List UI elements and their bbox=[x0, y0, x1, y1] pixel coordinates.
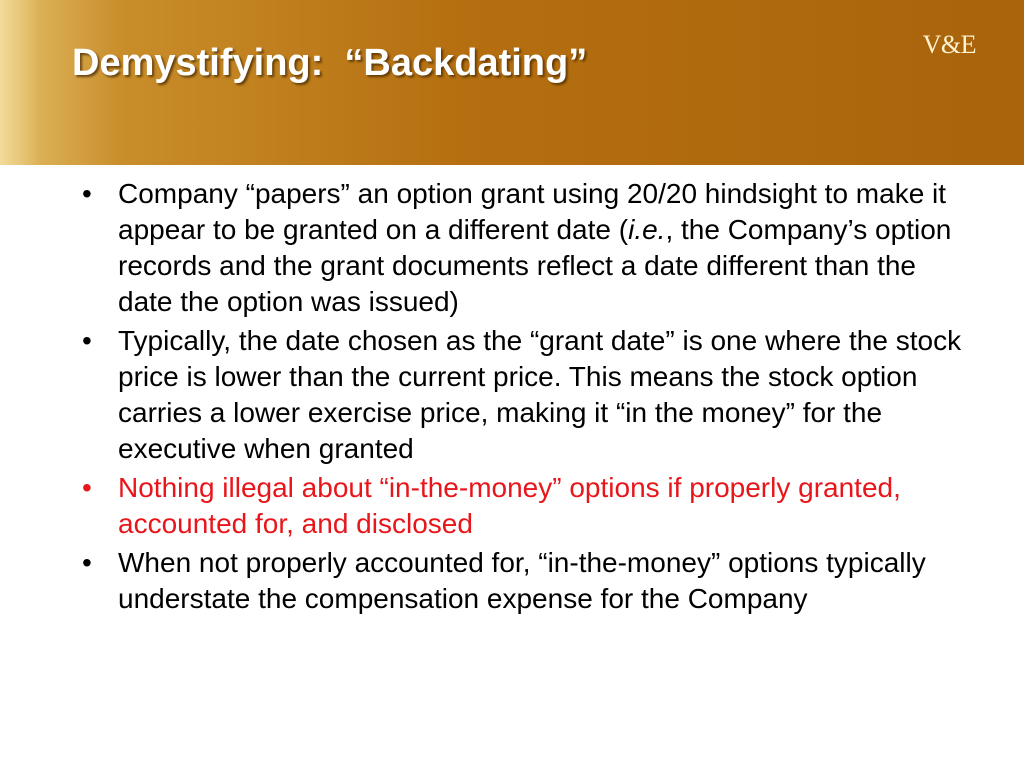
bullet-item-backdating-definition bbox=[82, 176, 962, 320]
bullet-marker: • bbox=[82, 325, 92, 356]
bullet-text: Typically, the date chosen as the “grant date” is one where the stock price is lower than the current price. This means the stock option carries a lower exercise price, making it “in the money” for the executive when granted bbox=[118, 325, 962, 464]
header-glow bbox=[0, 0, 40, 165]
bullet-text-part: Company “papers” an option grant using 20/20 hindsight to make it appear to be granted on a different date ( bbox=[118, 178, 947, 245]
bullet-marker: • bbox=[82, 547, 92, 578]
bullet-item-understated-expense bbox=[82, 545, 962, 617]
bullet-item-grant-date bbox=[82, 323, 962, 467]
bullet-text-part: , the Company’s option records and the grant documents reflect a date different than the date the option was issued) bbox=[118, 214, 952, 317]
bullet-item-not-illegal bbox=[82, 470, 962, 542]
header-band bbox=[0, 0, 1024, 165]
firm-logo: V&E bbox=[922, 30, 976, 59]
bullet-text: Nothing illegal about “in-the-money” options if properly granted, accounted for, and disclosed bbox=[118, 472, 901, 539]
bullet-list bbox=[82, 176, 962, 620]
bullet-text: When not properly accounted for, “in-the-money” options typically understate the compensation expense for the Company bbox=[118, 547, 926, 614]
bullet-marker: • bbox=[82, 178, 92, 209]
slide-title: Demystifying: “Backdating” bbox=[72, 42, 588, 84]
bullet-text-italic: i.e. bbox=[628, 214, 666, 245]
bullet-marker: • bbox=[82, 472, 92, 503]
